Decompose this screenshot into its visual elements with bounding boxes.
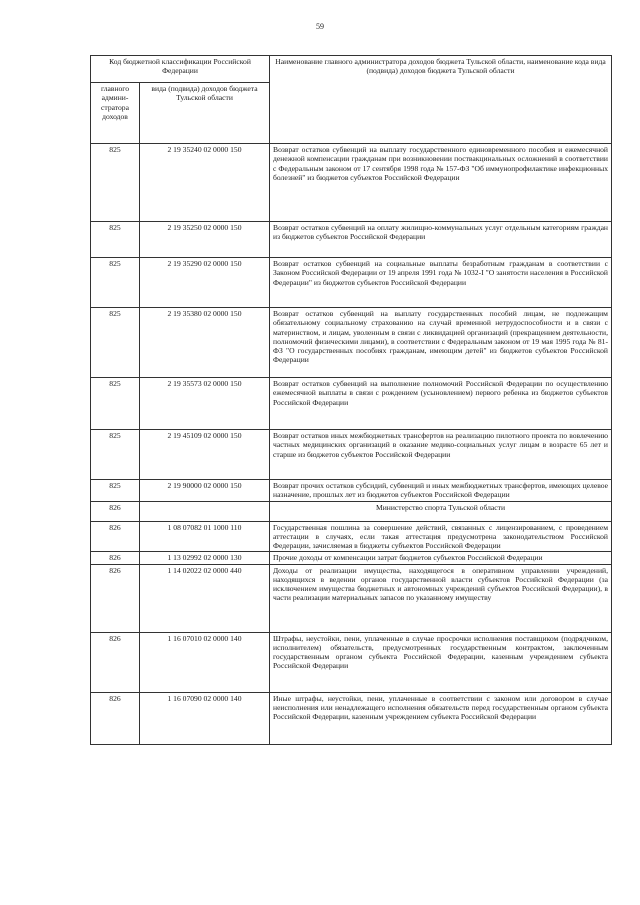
table-row [91,521,612,552]
row-admin-code: 825 [91,222,140,258]
table-row [91,632,612,692]
header-code-group: Код бюджетной классификации Российской Федерации [91,56,270,83]
row-budget-code: 1 14 02022 02 0000 440 [140,564,270,632]
row-admin-code: 825 [91,144,140,222]
row-name: Возврат остатков иных межбюджетных трансфертов на реализацию пилотного проекта по вовлечению частных медицинских организаций в оказание медико-социальных услуг лицам в возрасте 65 лет и старше из бюджетов субъектов Российской Федерации [270,430,612,480]
row-name: Штрафы, неустойки, пени, уплаченные в случае просрочки исполнения поставщиком (подрядчиком, исполнителем) обязательств, предусмотренных государственным контрактом, заключенным государственным органом субъекта Российской Федерации, казенным учреждением субъекта Российской Федерации [270,632,612,692]
row-budget-code: 1 08 07082 01 1000 110 [140,521,270,552]
table-row [91,430,612,480]
row-budget-code: 1 13 02992 02 0000 130 [140,552,270,564]
row-admin-code: 826 [91,501,140,521]
table-header-row [91,56,612,83]
table-row [91,692,612,744]
table-row [91,480,612,502]
row-budget-code: 2 19 35290 02 0000 150 [140,258,270,308]
row-name: Возврат остатков субвенций на выполнение полномочий Российской Федерации по осуществлению ежемесячной выплаты в связи с рождением (усыновлением) первого ребенка из бюджетов субъектов Российской Федерации [270,378,612,430]
row-name: Иные штрафы, неустойки, пени, уплаченные в соответствии с законом или договором в случае неисполнения или ненадлежащего исполнения обязательств перед государственным органом субъекта Российской Федерации, казенным учреждением субъекта Российской Федерации [270,692,612,744]
row-admin-code: 825 [91,378,140,430]
row-budget-code: 1 16 07010 02 0000 140 [140,632,270,692]
row-admin-code: 825 [91,480,140,502]
row-name: Возврат остатков субвенций на социальные выплаты безработным гражданам в соответствии с Законом Российской Федерации от 19 апреля 1991 года № 1032-I "О занятости населения в Российской Федерации" из бюджетов субъектов Российской Федерации [270,258,612,308]
row-budget-code: 2 19 45109 02 0000 150 [140,430,270,480]
table-row [91,564,612,632]
row-budget-code: 2 19 90000 02 0000 150 [140,480,270,502]
table-row [91,308,612,378]
row-admin-code: 826 [91,552,140,564]
revenue-code-table [90,55,612,745]
header-type-column: вида (подвида) доходов бюджета Тульской области [140,83,270,144]
table-row [91,552,612,564]
row-budget-code: 2 19 35250 02 0000 150 [140,222,270,258]
row-name: Государственная пошлина за совершение действий, связанных с лицензированием, с проведением аттестации в случаях, если такая аттестация предусмотрена законодательством Российской Федерации, зачисляемая в бюджеты субъектов Российской Федерации [270,521,612,552]
row-name: Возврат остатков субвенций на оплату жилищно-коммунальных услуг отдельным категориям граждан из бюджетов субъектов Российской Федерации [270,222,612,258]
row-admin-code: 826 [91,521,140,552]
table-row [91,378,612,430]
row-name: Прочие доходы от компенсации затрат бюджетов субъектов Российской Федерации [270,552,612,564]
row-budget-code: 1 16 07090 02 0000 140 [140,692,270,744]
row-admin-code: 825 [91,430,140,480]
department-name: Министерство спорта Тульской области [270,501,612,521]
table-row [91,144,612,222]
table-row [91,222,612,258]
row-admin-code: 826 [91,564,140,632]
row-name: Возврат прочих остатков субсидий, субвенций и иных межбюджетных трансфертов, имеющих целевое назначение, прошлых лет из бюджетов субъектов Российской Федерации [270,480,612,502]
header-name-column: Наименование главного администратора доходов бюджета Тульской области, наименование кода вида (подвида) доходов бюджета Тульской области [270,56,612,144]
table-row [91,258,612,308]
row-budget-code: 2 19 35240 02 0000 150 [140,144,270,222]
page-number: 59 [316,22,324,31]
row-admin-code: 826 [91,692,140,744]
row-budget-code [140,501,270,521]
row-name: Возврат остатков субвенций на выплату государственного единовременного пособия и ежемесячной денежной компенсации гражданам при возникновении поствакцинальных осложнений в соответствии с Федеральным законом от 17 сентября 1998 года № 157-ФЗ "Об иммунопрофилактике инфекционных болезней" из бюджетов субъектов Российской Федерации [270,144,612,222]
row-admin-code: 825 [91,258,140,308]
row-budget-code: 2 19 35573 02 0000 150 [140,378,270,430]
header-admin-column: главного админи-стратора доходов [91,83,140,144]
row-name: Возврат остатков субвенций на выплату государственных пособий лицам, не подлежащим обязательному социальному страхованию на случай временной нетрудоспособности и в связи с материнством, и лицам, уволенным в связи с ликвидацией организаций (прекращением деятельности, полномочий физическими лицами), в соответствии с Федеральным законом от 19 мая 1995 года № 81-ФЗ "О государственных пособиях гражданам, имеющим детей" из бюджетов субъектов Российской Федерации [270,308,612,378]
row-budget-code: 2 19 35380 02 0000 150 [140,308,270,378]
row-admin-code: 826 [91,632,140,692]
table-row-department-heading [91,501,612,521]
row-name: Доходы от реализации имущества, находящегося в оперативном управлении учреждений, находящихся в ведении органов государственной власти субъектов Российской Федерации (за исключением имущества бюджетных и автономных учреждений субъектов Российской Федерации), в части реализации материальных запасов по указанному имуществу [270,564,612,632]
row-admin-code: 825 [91,308,140,378]
